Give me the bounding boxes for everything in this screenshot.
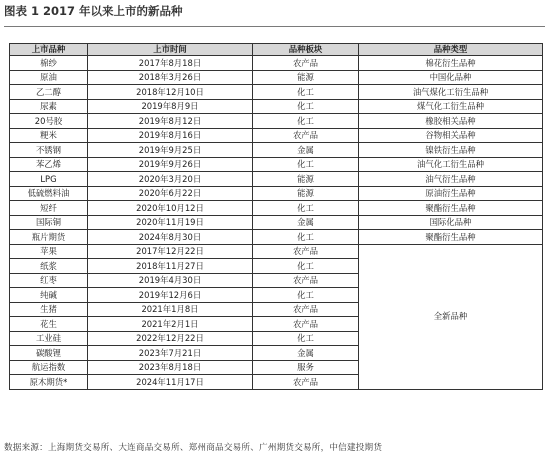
figure-title: 图表 1 2017 年以来上市的新品种: [4, 4, 183, 18]
source-note: 数据来源：上海期货交易所、大连商品交易所、郑州商品交易所、广州期货交易所，中信建投期货: [4, 443, 383, 453]
cell-variety: 生猪: [10, 302, 88, 317]
header-listing-date: 上市时间: [88, 44, 253, 56]
cell-type: 谷物相关品种: [359, 128, 543, 143]
cell-variety: 低硫燃料油: [10, 186, 88, 201]
cell-type: 中国化品种: [359, 70, 543, 85]
cell-sector: 化工: [253, 157, 359, 172]
cell-listing-date: 2017年8月18日: [88, 56, 253, 71]
table-body: [10, 56, 543, 390]
cell-listing-date: 2021年2月1日: [88, 317, 253, 332]
cell-variety: 不锈钢: [10, 143, 88, 158]
cell-listing-date: 2019年8月16日: [88, 128, 253, 143]
cell-variety: 碳酸锂: [10, 346, 88, 361]
header-variety: 上市品种: [10, 44, 88, 56]
cell-type-new-variety: 全新品种: [359, 244, 543, 389]
cell-variety: 花生: [10, 317, 88, 332]
cell-type: 原油衍生品种: [359, 186, 543, 201]
cell-sector: 化工: [253, 85, 359, 100]
table-row: [10, 99, 543, 114]
cell-listing-date: 2018年3月26日: [88, 70, 253, 85]
cell-sector: 金属: [253, 346, 359, 361]
table-row: [10, 201, 543, 216]
cell-variety: 航运指数: [10, 360, 88, 375]
cell-variety: 国际铜: [10, 215, 88, 230]
cell-sector: 化工: [253, 331, 359, 346]
cell-variety: 短纤: [10, 201, 88, 216]
cell-listing-date: 2020年3月20日: [88, 172, 253, 187]
cell-type: 油气化工衍生品种: [359, 157, 543, 172]
header-sector: 品种板块: [253, 44, 359, 56]
cell-listing-date: 2020年11月19日: [88, 215, 253, 230]
cell-sector: 农产品: [253, 302, 359, 317]
cell-sector: 化工: [253, 288, 359, 303]
cell-listing-date: 2024年11月17日: [88, 375, 253, 390]
cell-listing-date: 2019年12月6日: [88, 288, 253, 303]
cell-type: 油气煤化工衍生品种: [359, 85, 543, 100]
table-row: [10, 128, 543, 143]
cell-type: 橡胶相关品种: [359, 114, 543, 129]
cell-listing-date: 2019年8月9日: [88, 99, 253, 114]
cell-sector: 化工: [253, 99, 359, 114]
cell-listing-date: 2020年6月22日: [88, 186, 253, 201]
table-row: [10, 114, 543, 129]
cell-type: 聚酯衍生品种: [359, 230, 543, 245]
cell-variety: 20号胶: [10, 114, 88, 129]
table-row: [10, 244, 543, 259]
cell-variety: 粳米: [10, 128, 88, 143]
cell-listing-date: 2019年4月30日: [88, 273, 253, 288]
cell-variety: 原油: [10, 70, 88, 85]
cell-variety: 红枣: [10, 273, 88, 288]
table-row: [10, 157, 543, 172]
cell-sector: 农产品: [253, 273, 359, 288]
cell-variety: 苯乙烯: [10, 157, 88, 172]
cell-listing-date: 2017年12月22日: [88, 244, 253, 259]
table-row: [10, 70, 543, 85]
cell-variety: 乙二醇: [10, 85, 88, 100]
cell-sector: 化工: [253, 114, 359, 129]
title-divider: [4, 26, 545, 27]
cell-listing-date: 2023年7月21日: [88, 346, 253, 361]
cell-listing-date: 2019年8月12日: [88, 114, 253, 129]
cell-listing-date: 2022年12月22日: [88, 331, 253, 346]
cell-type: 聚酯衍生品种: [359, 201, 543, 216]
cell-sector: 能源: [253, 70, 359, 85]
new-varieties-table: [9, 43, 543, 390]
cell-variety: 瓶片期货: [10, 230, 88, 245]
cell-variety: 纸浆: [10, 259, 88, 274]
cell-variety: LPG: [10, 172, 88, 187]
table-row: [10, 143, 543, 158]
cell-variety: 尿素: [10, 99, 88, 114]
table-header-row: [10, 44, 543, 56]
cell-sector: 金属: [253, 215, 359, 230]
cell-listing-date: 2018年11月27日: [88, 259, 253, 274]
cell-sector: 农产品: [253, 317, 359, 332]
cell-variety: 苹果: [10, 244, 88, 259]
table-row: [10, 172, 543, 187]
table-row: [10, 85, 543, 100]
cell-type: 棉花衍生品种: [359, 56, 543, 71]
cell-listing-date: 2020年10月12日: [88, 201, 253, 216]
cell-sector: 能源: [253, 172, 359, 187]
cell-listing-date: 2019年9月26日: [88, 157, 253, 172]
cell-listing-date: 2018年12月10日: [88, 85, 253, 100]
table-row: [10, 186, 543, 201]
cell-sector: 农产品: [253, 244, 359, 259]
cell-listing-date: 2023年8月18日: [88, 360, 253, 375]
cell-type: 镍铁衍生品种: [359, 143, 543, 158]
table-row: [10, 215, 543, 230]
cell-sector: 农产品: [253, 56, 359, 71]
cell-sector: 农产品: [253, 375, 359, 390]
cell-variety: 原木期货*: [10, 375, 88, 390]
header-type: 品种类型: [359, 44, 543, 56]
cell-sector: 农产品: [253, 128, 359, 143]
cell-listing-date: 2021年1月8日: [88, 302, 253, 317]
cell-sector: 能源: [253, 186, 359, 201]
table-row: [10, 56, 543, 71]
cell-listing-date: 2024年8月30日: [88, 230, 253, 245]
table-row: [10, 230, 543, 245]
cell-variety: 棉纱: [10, 56, 88, 71]
cell-sector: 化工: [253, 201, 359, 216]
cell-sector: 金属: [253, 143, 359, 158]
cell-variety: 工业硅: [10, 331, 88, 346]
cell-listing-date: 2019年9月25日: [88, 143, 253, 158]
cell-type: 煤气化工衍生品种: [359, 99, 543, 114]
cell-variety: 纯碱: [10, 288, 88, 303]
cell-type: 国际化品种: [359, 215, 543, 230]
cell-type: 油气衍生品种: [359, 172, 543, 187]
cell-sector: 化工: [253, 230, 359, 245]
cell-sector: 化工: [253, 259, 359, 274]
cell-sector: 服务: [253, 360, 359, 375]
